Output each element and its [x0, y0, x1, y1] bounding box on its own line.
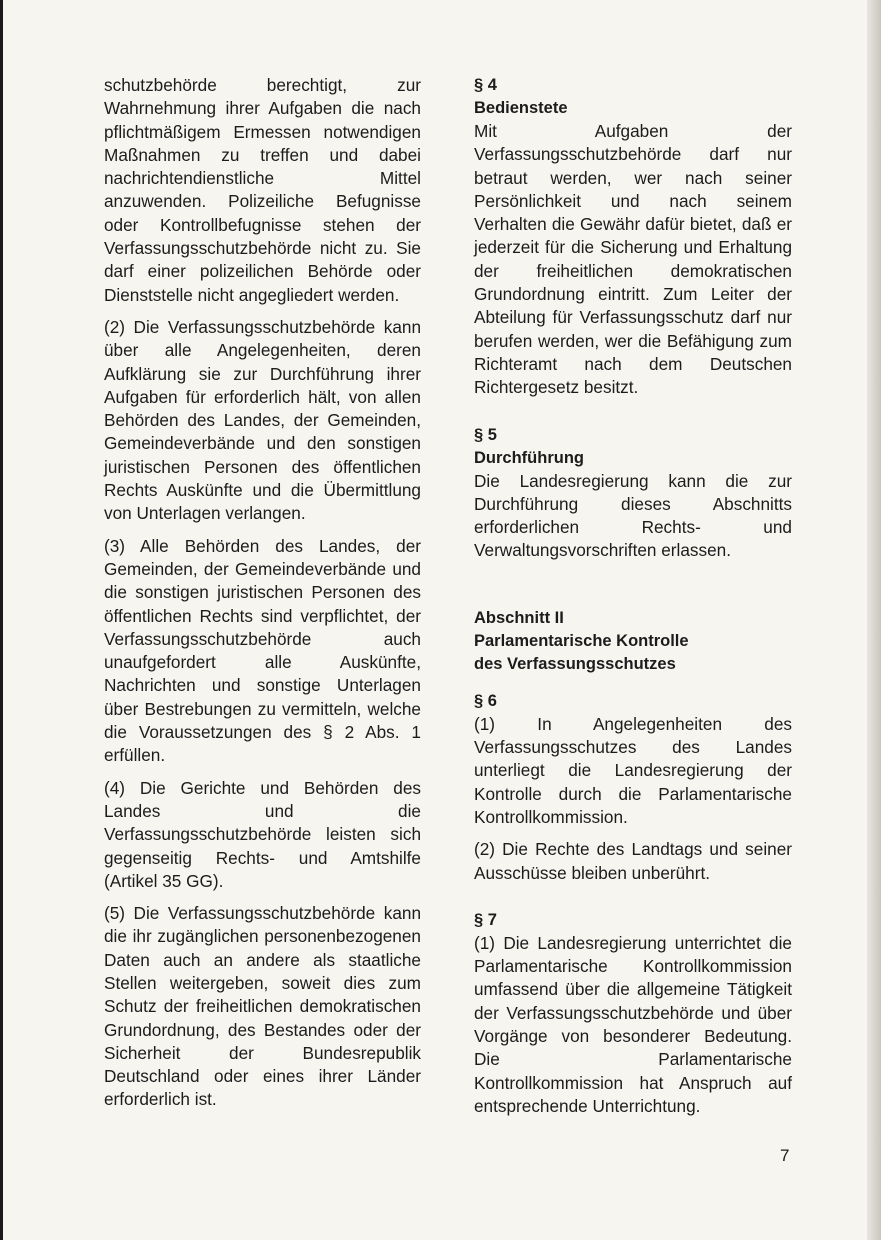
left-column [104, 74, 421, 1121]
page-edge-left [0, 0, 3, 1240]
section-7 [474, 909, 792, 1118]
section-4-title: Bedienstete [474, 99, 568, 117]
section-5-text: Die Landesregierung kann die zur Durchführung dieses Abschnitts erforderlichen Rechts- und Verwaltungsvorschriften erlassen. [474, 470, 792, 561]
right-column [474, 74, 792, 1118]
paragraph-4: (4) Die Gerichte und Behörden des Landes und die Verfassungsschutzbehörde leisten sich gegenseitig Rechts- und Amtshilfe (Artikel 35 GG). [104, 777, 421, 891]
section-5-number: § 5 [474, 425, 497, 444]
chapter-title-line-1: Parlamentarische Kontrolle [474, 631, 689, 650]
section-4-text: Mit Aufgaben der Verfassungsschutzbehörde darf nur betraut werden, wer nach seiner Persönlichkeit und nach seinem Verhalten die Gewähr dafür bietet, daß er jederzeit für die Sicherung und Erhaltung der freiheitlichen demokratischen Grundordnung eintritt. Zum Leiter der Abteilung für Verfassungsschutz darf nur berufen werden, wer die Befähigung zum Richteramt nach dem Deutschen Richtergesetz besitzt. [474, 121, 792, 398]
paragraph-5: (5) Die Verfassungsschutzbehörde kann die ihr zugänglichen personenbezogenen Daten auch an andere als staatliche Stellen weitergeben, soweit dies zum Schutz der freiheitlichen demokratischen Grundordnung, des Bestandes oder der Sicherheit der Bundesrepublik Deutschland oder eines ihrer Länder erforderlich ist. [104, 903, 421, 1110]
section-6 [474, 690, 792, 885]
paragraph-1-continuation: schutzbehörde berechtigt, zur Wahrnehmung ihrer Aufgaben die nach pflichtmäßigem Ermessen notwendigen Maßnahmen zu treffen und dabei nachrichtendienstliche Mittel anzuwenden. Polizeiliche Befugnisse oder Kontrollbefugnisse stehen der Verfassungsschutzbehörde nicht zu. Sie darf einer polizeilichen Behörde oder Dienststelle nicht angegliedert werden. [104, 75, 421, 305]
section-6-paragraph-2: (2) Die Rechte des Landtags und seiner Ausschüsse bleiben unberührt. [474, 839, 792, 883]
section-4 [474, 74, 792, 400]
paragraph-2: (2) Die Verfassungsschutzbehörde kann über alle Angelegenheiten, deren Aufklärung sie zur Durchführung ihrer Aufgaben für erforderlich hält, von allen Behörden des Landes, der Gemeinden, Gemeindeverbände und den sonstigen juristischen Personen des öffentlichen Rechts Auskünfte und die Übermittlung von Unterlagen verlangen. [104, 316, 421, 524]
section-6-paragraph-1: (1) In Angelegenheiten des Verfassungsschutzes des Landes unterliegt die Landesregierung der Kontrolle durch die Parlamentarische Kontrollkommission. [474, 713, 792, 827]
section-4-number: § 4 [474, 76, 497, 94]
section-7-paragraph-1: (1) Die Landesregierung unterrichtet die Parlamentarische Kontrollkommission umfassend über die allgemeine Tätigkeit der Verfassungsschutzbehörde und über Vorgänge von besonderer Bedeutung. Die Parlamentarische Kontrollkommission hat Anspruch auf entsprechende Unterrichtung. [474, 932, 792, 1116]
page-number: 7 [780, 1146, 790, 1165]
section-6-number: § 6 [474, 691, 497, 710]
paragraph-3: (3) Alle Behörden des Landes, der Gemeinden, der Gemeindeverbände und die sonstigen juristischen Personen des öffentlichen Rechts sind verpflichtet, der Verfassungsschutzbehörde auch unaufgefordert alle Auskünfte, Nachrichten und sonstige Unterlagen über Bestrebungen zu vermitteln, welche die Voraussetzungen des § 2 Abs. 1 erfüllen. [104, 535, 421, 766]
section-7-number: § 7 [474, 910, 497, 929]
section-5-title: Durchführung [474, 448, 584, 467]
chapter-title-line-2: des Verfassungsschutzes [474, 654, 676, 673]
section-5 [474, 424, 792, 563]
chapter-label: Abschnitt II [474, 608, 564, 627]
page-edge-right [867, 0, 881, 1240]
chapter-heading [474, 607, 792, 676]
